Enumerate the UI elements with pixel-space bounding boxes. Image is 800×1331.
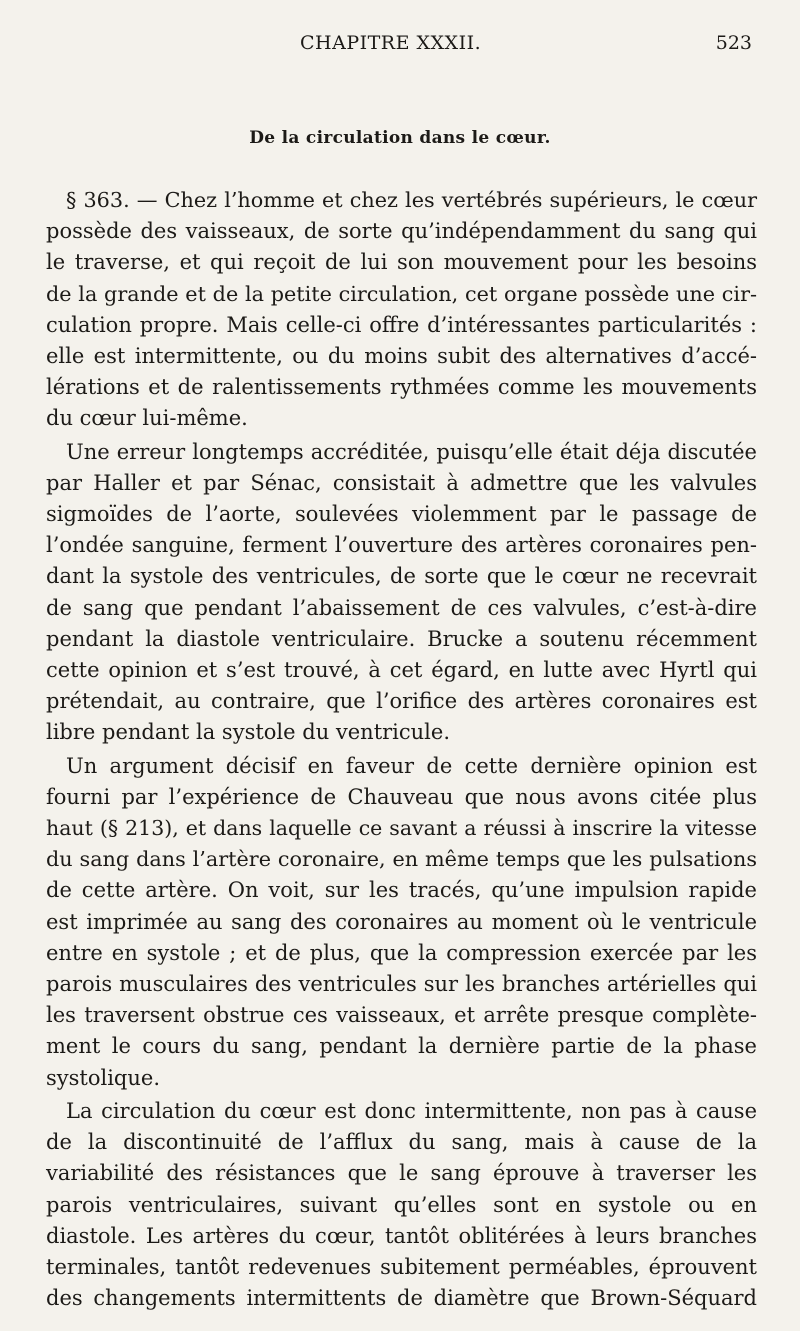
text-line: prétendait, au contraire, que l’orifice des artères coronaires est — [46, 689, 757, 714]
text-line: systolique. — [46, 1065, 161, 1090]
text-line: La circulation du cœur est donc intermittente, non pas à cause — [66, 1098, 757, 1123]
text-line: parois musculaires des ventricules sur les branches artérielles qui — [46, 972, 757, 997]
text-line: § 363. — Chez l’homme et chez les vertébrés supérieurs, le cœur — [66, 188, 757, 212]
text-line: pendant la diastole ventriculaire. Brucke a soutenu récemment — [46, 626, 757, 651]
text-line: possède des vaisseaux, de sorte qu’indépendamment du sang qui — [46, 219, 757, 244]
text-line: les traversent obstrue ces vaisseaux, et arrête presque complète- — [46, 1003, 757, 1028]
section-title: De la circulation dans le cœur. — [249, 128, 551, 148]
body-text — [46, 185, 757, 1314]
text-line: Un argument décisif en faveur de cette dernière opinion est — [66, 753, 757, 778]
text-line: du sang dans l’artère coronaire, en même temps que les pulsations — [46, 847, 757, 872]
text-line: de la discontinuité de l’afflux du sang, mais à cause de la — [46, 1130, 757, 1155]
text-line: terminales, tantôt redevenues subitement perméables, éprouvent — [46, 1254, 757, 1279]
text-line: lérations et de ralentissements rythmées comme les mouvements — [46, 375, 757, 400]
text-line: ment le cours du sang, pendant la dernière partie de la phase — [46, 1034, 757, 1059]
paragraph — [46, 185, 757, 435]
text-line: est imprimée au sang des coronaires au moment où le ventricule — [46, 909, 757, 934]
text-line: dant la systole des ventricules, de sorte que le cœur ne recevrait — [46, 564, 757, 589]
text-line: l’ondée sanguine, ferment l’ouverture des artères coronaires pen- — [46, 533, 757, 558]
text-line: de sang que pendant l’abaissement de ces valvules, c’est-à-dire — [46, 595, 757, 620]
text-line: libre pendant la systole du ventricule. — [46, 720, 451, 745]
text-line: du cœur lui-même. — [46, 406, 248, 431]
running-head — [0, 32, 800, 62]
text-line: variabilité des résistances que le sang éprouve à traverser les — [46, 1161, 757, 1186]
text-line: parois ventriculaires, suivant qu’elles sont en systole ou en — [46, 1192, 757, 1217]
text-line: Une erreur longtemps accréditée, puisqu’elle était déja discutée — [66, 439, 757, 464]
text-line: sigmoïdes de l’aorte, soulevées violemment par le passage de — [46, 502, 757, 527]
text-line: par Haller et par Sénac, consistait à admettre que les valvules — [46, 470, 757, 495]
text-line: fourni par l’expérience de Chauveau que nous avons citée plus — [46, 784, 757, 809]
paragraph — [46, 1096, 757, 1314]
text-line: de cette artère. On voit, sur les tracés, qu’une impulsion rapide — [46, 878, 757, 903]
running-title: CHAPITRE XXXII. — [300, 32, 482, 54]
text-line: diastole. Les artères du cœur, tantôt oblitérées à leurs branches — [46, 1223, 757, 1248]
text-line: le traverse, et qui reçoit de lui son mouvement pour les besoins — [46, 250, 757, 275]
text-line: entre en systole ; et de plus, que la compression exercée par les — [46, 940, 757, 965]
text-line: de la grande et de la petite circulation, cet organe possède une cir- — [46, 281, 757, 306]
text-line: cette opinion et s’est trouvé, à cet égard, en lutte avec Hyrtl qui — [46, 658, 757, 683]
paragraph — [46, 437, 757, 749]
page-number: 523 — [715, 32, 752, 54]
text-line: des changements intermittents de diamètre que Brown-Séquard — [46, 1286, 757, 1311]
text-line: haut (§ 213), et dans laquelle ce savant a réussi à inscrire la vitesse — [46, 816, 757, 841]
text-line: elle est intermittente, ou du moins subit des alternatives d’accé- — [46, 344, 757, 369]
paragraph — [46, 751, 757, 1094]
text-line: culation propre. Mais celle-ci offre d’intéressantes particularités : — [46, 312, 757, 337]
